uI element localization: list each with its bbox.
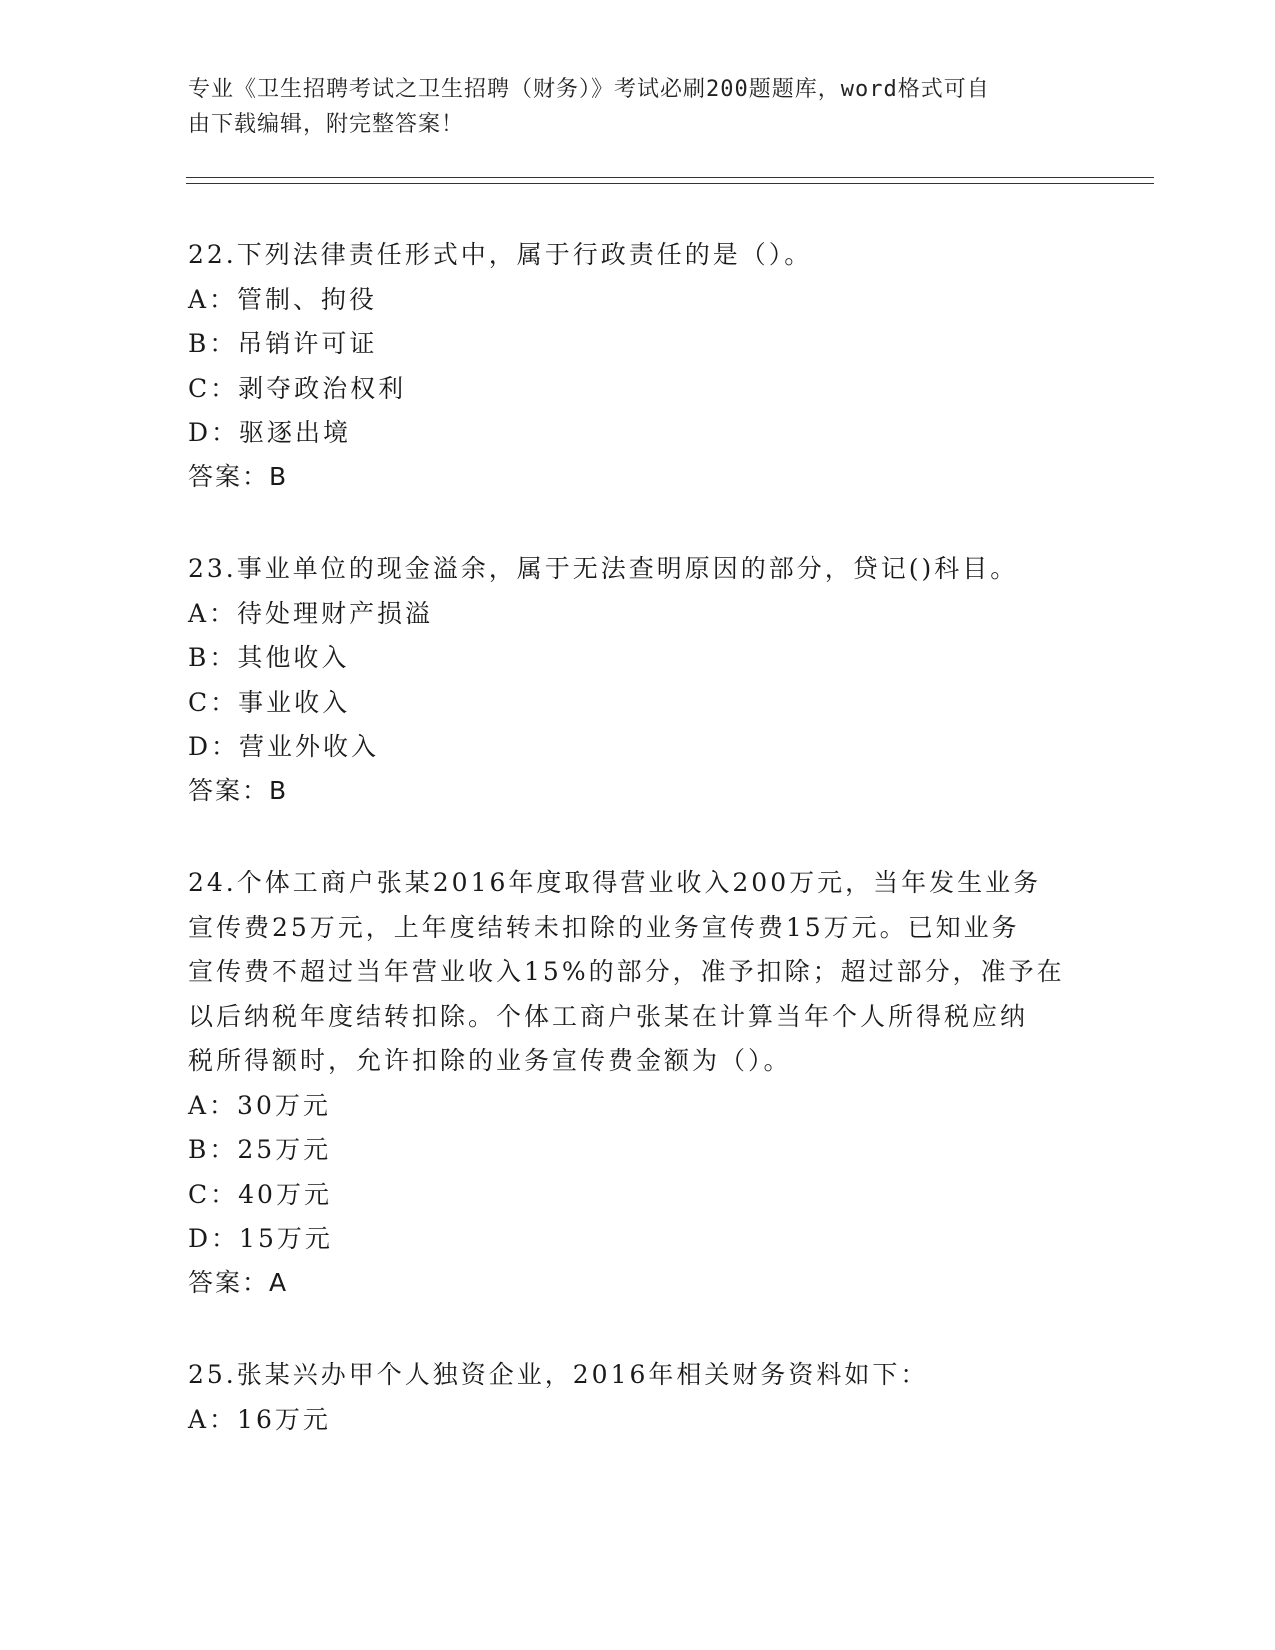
question-option: A：待处理财产损溢 <box>188 599 434 628</box>
header-divider-bottom <box>186 183 1154 184</box>
question-option: C：40万元 <box>188 1180 332 1209</box>
question-stem: 宣传费不超过当年营业收入15%的部分，准予扣除；超过部分，准予在 <box>188 957 1065 986</box>
question-option: B：吊销许可证 <box>188 329 378 358</box>
question-stem: 25.张某兴办甲个人独资企业，2016年相关财务资料如下： <box>188 1360 929 1389</box>
question-answer: 答案：A <box>188 1268 289 1297</box>
question-stem: 22.下列法律责任形式中，属于行政责任的是（）。 <box>188 240 813 269</box>
question-option: B：25万元 <box>188 1135 332 1164</box>
question-option: C：事业收入 <box>188 688 351 717</box>
header-divider-top <box>186 177 1154 178</box>
question-option: A：30万元 <box>188 1091 331 1120</box>
document-header <box>188 72 1068 142</box>
question-stem: 宣传费25万元，上年度结转未扣除的业务宣传费15万元。已知业务 <box>188 913 1020 942</box>
header-line-2: 由下载编辑，附完整答案！ <box>188 112 465 137</box>
question-stem: 税所得额时，允许扣除的业务宣传费金额为（）。 <box>188 1046 792 1075</box>
question-answer: 答案：B <box>188 776 289 805</box>
question-stem: 23.事业单位的现金溢余，属于无法查明原因的部分，贷记()科目。 <box>188 554 1019 583</box>
question-option: A：管制、拘役 <box>188 285 378 314</box>
question-option: D：驱逐出境 <box>188 418 352 447</box>
question-option: B：其他收入 <box>188 643 350 672</box>
question-option: C：剥夺政治权利 <box>188 374 407 403</box>
question-option: A：16万元 <box>188 1405 331 1434</box>
question-answer: 答案：B <box>188 462 289 491</box>
question-option: D：15万元 <box>188 1224 333 1253</box>
question-stem: 24.个体工商户张某2016年度取得营业收入200万元，当年发生业务 <box>188 868 1042 897</box>
question-option: D：营业外收入 <box>188 732 380 761</box>
question-stem: 以后纳税年度结转扣除。个体工商户张某在计算当年个人所得税应纳 <box>188 1002 1029 1031</box>
header-line-1: 专业《卫生招聘考试之卫生招聘（财务）》考试必刷200题题库，word格式可自 <box>188 77 990 102</box>
